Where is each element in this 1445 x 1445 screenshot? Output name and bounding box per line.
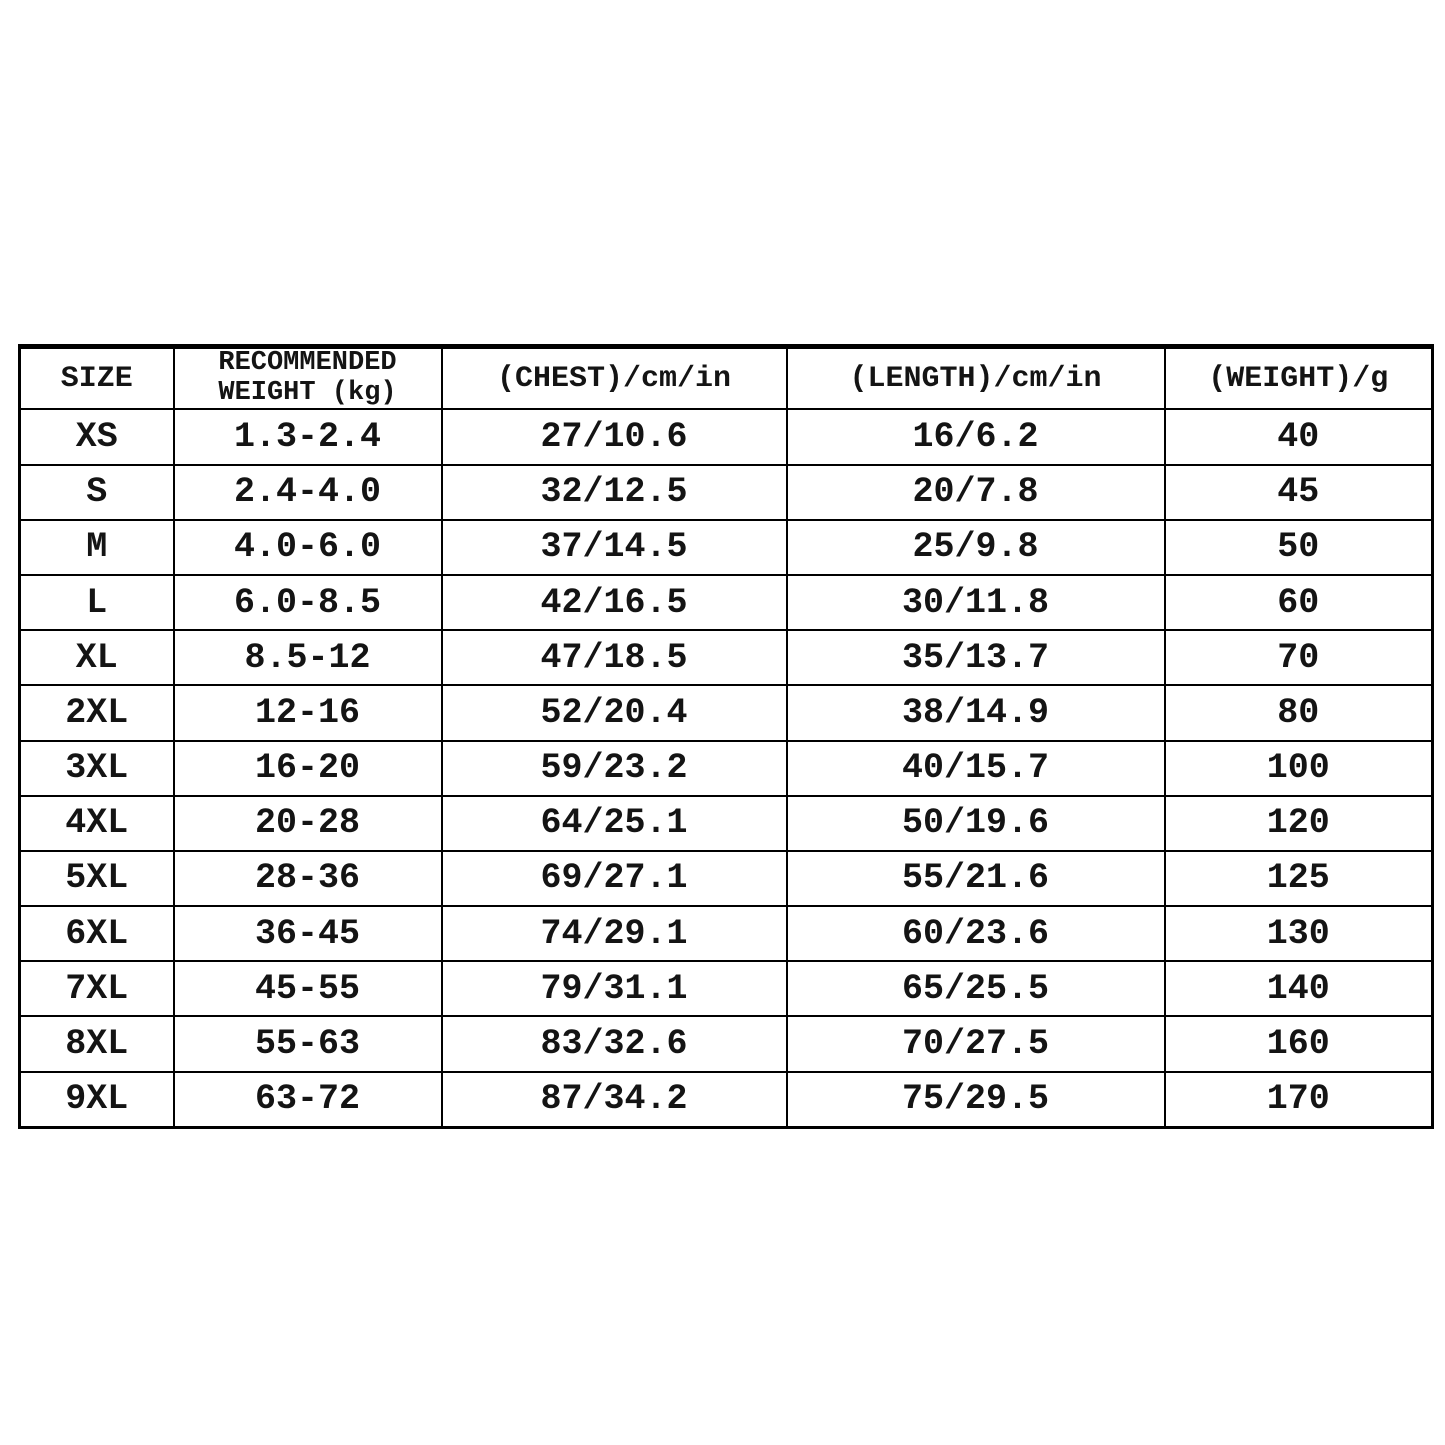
cell-length: 40/15.7 [787, 741, 1165, 796]
cell-length: 70/27.5 [787, 1016, 1165, 1071]
cell-length: 16/6.2 [787, 409, 1165, 464]
cell-chest: 37/14.5 [442, 520, 787, 575]
cell-chest: 83/32.6 [442, 1016, 787, 1071]
cell-chest: 27/10.6 [442, 409, 787, 464]
cell-recommended-weight: 4.0-6.0 [174, 520, 442, 575]
cell-chest: 32/12.5 [442, 465, 787, 520]
cell-length: 38/14.9 [787, 685, 1165, 740]
table-row-8xl [20, 1016, 1433, 1071]
cell-recommended-weight: 8.5-12 [174, 630, 442, 685]
cell-length: 60/23.6 [787, 906, 1165, 961]
cell-length: 20/7.8 [787, 465, 1165, 520]
table-row-xs [20, 409, 1433, 464]
cell-weight: 170 [1165, 1072, 1433, 1128]
cell-weight: 70 [1165, 630, 1433, 685]
cell-weight: 160 [1165, 1016, 1433, 1071]
cell-size: 6XL [20, 906, 174, 961]
cell-size: 9XL [20, 1072, 174, 1128]
cell-length: 65/25.5 [787, 961, 1165, 1016]
cell-size: 4XL [20, 796, 174, 851]
table-row-9xl [20, 1072, 1433, 1128]
cell-recommended-weight: 63-72 [174, 1072, 442, 1128]
table-row-7xl [20, 961, 1433, 1016]
cell-recommended-weight: 45-55 [174, 961, 442, 1016]
cell-recommended-weight: 2.4-4.0 [174, 465, 442, 520]
cell-recommended-weight: 28-36 [174, 851, 442, 906]
table-row-4xl [20, 796, 1433, 851]
cell-weight: 50 [1165, 520, 1433, 575]
cell-chest: 42/16.5 [442, 575, 787, 630]
cell-size: 3XL [20, 741, 174, 796]
cell-recommended-weight: 55-63 [174, 1016, 442, 1071]
cell-chest: 79/31.1 [442, 961, 787, 1016]
table-row-2xl [20, 685, 1433, 740]
col-header-recommended-weight-line1: RECOMMENDED [218, 348, 397, 378]
col-header-weight: (WEIGHT)/g [1165, 347, 1433, 410]
cell-weight: 100 [1165, 741, 1433, 796]
table-row-xl [20, 630, 1433, 685]
cell-chest: 69/27.1 [442, 851, 787, 906]
cell-weight: 130 [1165, 906, 1433, 961]
col-header-recommended-weight-line2: WEIGHT (kg) [218, 377, 397, 408]
cell-weight: 140 [1165, 961, 1433, 1016]
cell-weight: 120 [1165, 796, 1433, 851]
table-row-s [20, 465, 1433, 520]
cell-length: 75/29.5 [787, 1072, 1165, 1128]
cell-chest: 74/29.1 [442, 906, 787, 961]
cell-length: 55/21.6 [787, 851, 1165, 906]
cell-chest: 52/20.4 [442, 685, 787, 740]
cell-size: 2XL [20, 685, 174, 740]
cell-size: 5XL [20, 851, 174, 906]
col-header-chest: (CHEST)/cm/in [442, 347, 787, 410]
cell-recommended-weight: 20-28 [174, 796, 442, 851]
table-row-m [20, 520, 1433, 575]
cell-length: 50/19.6 [787, 796, 1165, 851]
cell-size: S [20, 465, 174, 520]
cell-chest: 64/25.1 [442, 796, 787, 851]
cell-recommended-weight: 16-20 [174, 741, 442, 796]
cell-recommended-weight: 1.3-2.4 [174, 409, 442, 464]
table-row-5xl [20, 851, 1433, 906]
table-row-3xl [20, 741, 1433, 796]
cell-recommended-weight: 36-45 [174, 906, 442, 961]
cell-weight: 40 [1165, 409, 1433, 464]
cell-weight: 45 [1165, 465, 1433, 520]
cell-weight: 80 [1165, 685, 1433, 740]
col-header-recommended-weight [174, 347, 442, 410]
cell-size: M [20, 520, 174, 575]
table-row-l [20, 575, 1433, 630]
cell-size: 7XL [20, 961, 174, 1016]
cell-length: 25/9.8 [787, 520, 1165, 575]
cell-size: XL [20, 630, 174, 685]
cell-size: XS [20, 409, 174, 464]
table-row-6xl [20, 906, 1433, 961]
cell-chest: 59/23.2 [442, 741, 787, 796]
size-chart-table [18, 344, 1434, 1129]
cell-recommended-weight: 6.0-8.5 [174, 575, 442, 630]
header-row [20, 347, 1433, 410]
cell-length: 30/11.8 [787, 575, 1165, 630]
cell-size: 8XL [20, 1016, 174, 1071]
col-header-size: SIZE [20, 347, 174, 410]
cell-size: L [20, 575, 174, 630]
cell-chest: 87/34.2 [442, 1072, 787, 1128]
cell-length: 35/13.7 [787, 630, 1165, 685]
cell-weight: 125 [1165, 851, 1433, 906]
cell-recommended-weight: 12-16 [174, 685, 442, 740]
col-header-length: (LENGTH)/cm/in [787, 347, 1165, 410]
cell-weight: 60 [1165, 575, 1433, 630]
cell-chest: 47/18.5 [442, 630, 787, 685]
